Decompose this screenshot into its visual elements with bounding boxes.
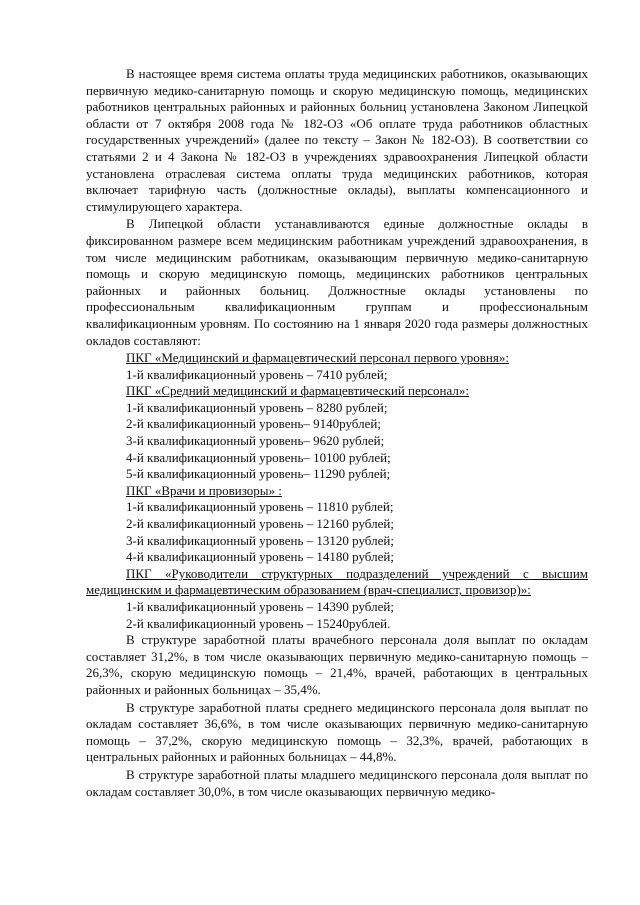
paragraph-3: В структуре заработной платы врачебного персонала доля выплат по окладам составляет 31,2%, в том числе оказывающих первичную медико-санитарную помощь – 26,3%, скорую медицинскую помощь – 21,4%, врачей, работающих в центральных районных и районных больницах – 35,4%. (86, 632, 588, 697)
level-line: 2-й квалификационный уровень – 15240рублей. (126, 615, 391, 631)
paragraph-2: В Липецкой области устанавливаются единые должностные оклады в фиксированном размере всем медицинским работникам учреждений здравоохранения, в том числе медицинским работникам, оказывающим первичную медико-санитарную помощь и скорую медицинскую помощь, медицинских работников центральных районных и районных больниц. Должностные оклады установлены по профессиональным квалификационным группам и профессиональным квалификационным уровням. По состоянию на 1 января 2020 года размеры должностных окладов составляют: (86, 216, 588, 348)
paragraph-1: В настоящее время система оплаты труда медицинских работников, оказывающих первичную медико-санитарную помощь и скорую медицинскую помощь, медицинских работников центральных районных и районных больниц установлена Законом Липецкой области от 7 октября 2008 года № 182-ОЗ «Об оплате труда работников областных государственных учреждений» (далее по тексту – Закон № 182-ОЗ). В соответствии со статьями 2 и 4 Закона № 182-ОЗ в учреждениях здравоохранения Липецкой области установлена отраслевая система оплаты труда медицинских работников, которая включает тарифную часть (должностные оклады), выплаты компенсационного и стимулирующего характера. (86, 66, 588, 214)
group-heading-4: ПКГ «Руководители структурных подразделений учреждений с высшим медицинским и фармацевтическим образованием (врач-специалист, провизор)»: (86, 565, 588, 598)
level-line: 3-й квалификационный уровень– 9620 рублей; (126, 433, 385, 449)
level-line: 2-й квалификационный уровень – 12160 рублей; (126, 516, 394, 532)
group-heading-1: ПКГ «Медицинский и фармацевтический персонал первого уровня»: (126, 350, 509, 366)
paragraph-4: В структуре заработной платы среднего медицинского персонала доля выплат по окладам составляет 36,6%, в том числе оказывающих первичную медико-санитарную помощь – 37,2%, скорую медицинскую помощь – 32,3%, врачей, работающих в центральных районных и районных больницах – 44,8%. (86, 699, 588, 765)
level-line: 5-й квалификационный уровень– 11290 рублей; (126, 466, 391, 482)
document-page (86, 66, 588, 801)
level-line: 4-й квалификационный уровень – 14180 рублей; (126, 549, 394, 565)
level-line: 4-й квалификационный уровень– 10100 рублей; (126, 449, 391, 465)
level-line: 1-й квалификационный уровень – 11810 рублей; (126, 499, 394, 515)
level-line: 1-й квалификационный уровень – 14390 рублей; (126, 599, 394, 614)
level-line: 1-й квалификационный уровень – 7410 рублей; (126, 366, 388, 382)
level-line: 2-й квалификационный уровень– 9140рублей; (126, 416, 381, 432)
level-line: 3-й квалификационный уровень – 13120 рублей; (126, 532, 394, 548)
level-line: 1-й квалификационный уровень – 8280 рублей; (126, 399, 388, 415)
group-heading-2: ПКГ «Средний медицинский и фармацевтический персонал»: (126, 383, 469, 399)
paragraph-5: В структуре заработной платы младшего медицинского персонала доля выплат по окладам составляет 30,0%, в том числе оказывающих первичную медико- (86, 766, 588, 799)
group-heading-3: ПКГ «Врачи и провизоры» : (126, 482, 282, 498)
